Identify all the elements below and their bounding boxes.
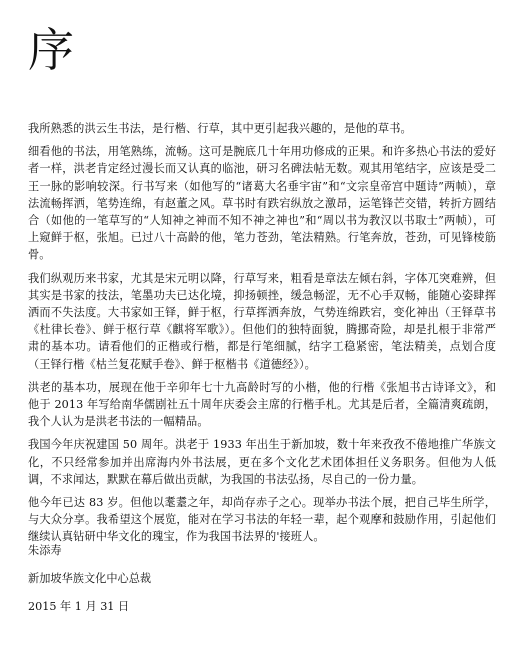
paragraph-3: 我们纵观历来书家，尤其是宋元明以降，行草写来，粗看是章法左倾右斜，字体兀突难辨，但其实是书家的技法，笔墨功夫已达化境，抑扬顿挫，缓急畅涩，无不心手双畅，能随心姿肆挥洒而不失法度。大书家如王铎，鲜于枢，行草挥洒奔放，气势连绵跌宕，变化神出（王铎草书《杜律长卷》、鲜于枢行草《麒将军歌》）。但他们的独特面貌，腾挪奇险，却是扎根于非常严肃的基本功。请看他们的正楷或行楷，都是行笔细腻，结字工稳紧密，笔法精美，点划合度（王铎行楷《枯兰复花赋手卷》、鲜于枢楷书《道德经》）。: [28, 271, 496, 371]
author-name: 朱添寿: [28, 544, 62, 557]
author-position: 新加坡华族文化中心总裁: [28, 572, 152, 585]
paragraph-4: 洪老的基本功，展现在他于辛卯年七十九高龄时写的小楷，他的行楷《张旭书古诗译文》，和他于 2013 年写给南华儒剧社五十周年庆委会主席的行楷手札。尤其是后者，全篇清爽疏朗，我个人认为是洪老书法的一幅精品。: [28, 380, 496, 429]
signature-date: 2015 年 1 月 31 日: [28, 600, 130, 613]
paragraph-2: 细看他的书法，用笔熟练，流畅。这可是腕底几十年用功修成的正果。和许多热心书法的爱好者一样，洪老肯定经过漫长而又认真的临池，研习名碑法帖无数。观其用笔结字，应该是受二王一脉的影响较深。行书写来（如他写的“诸葛大名垂宇宙”和“文宗皇帝宫中题诗”两帧），章法流畅挥洒，笔势连绵，有赵董之风。草书时有跌宕纵放之激昂，运笔锋芒交错，转折方圆结合（如他的一笔草写的“人知神之神而不知不神之神也”和“周以书为教汉以书取士”两帧），可上窥鲜于枢，张旭。已过八十高龄的他，笔力苍劲，笔法精熟。行笔奔放，苍劲，可见锋棱筋骨。: [28, 145, 496, 262]
paragraph-5: 我国今年庆祝建国 50 周年。洪老于 1933 年出生于新加坡，数十年来孜孜不倦地推广华族文化，不只经常参加并出席海内外书法展，更在多个文化艺术团体担任义务职务。但他为人低调，不求闻达，默默在幕后做出贡献，为我国的书法弘扬，尽自己的一份力量。: [28, 438, 496, 486]
page-title: 序: [28, 23, 74, 77]
paragraph-6: 他今年已达 83 岁。但他以耄耋之年，却尚存赤子之心。现举办书法个展，把自己毕生所学，与大众分享。我希望这个展览，能对在学习书法的年轻一辈，起个观摩和鼓励作用，引起他们继续认真钻研中华文化的瑰宝，作为我国书法界的'接班人。: [28, 496, 496, 544]
signature-block: [28, 542, 328, 626]
paragraph-1: 我所熟悉的洪云生书法，是行楷、行草，其中更引起我兴趣的，是他的草书。: [28, 122, 412, 135]
preface-body: [28, 120, 496, 552]
